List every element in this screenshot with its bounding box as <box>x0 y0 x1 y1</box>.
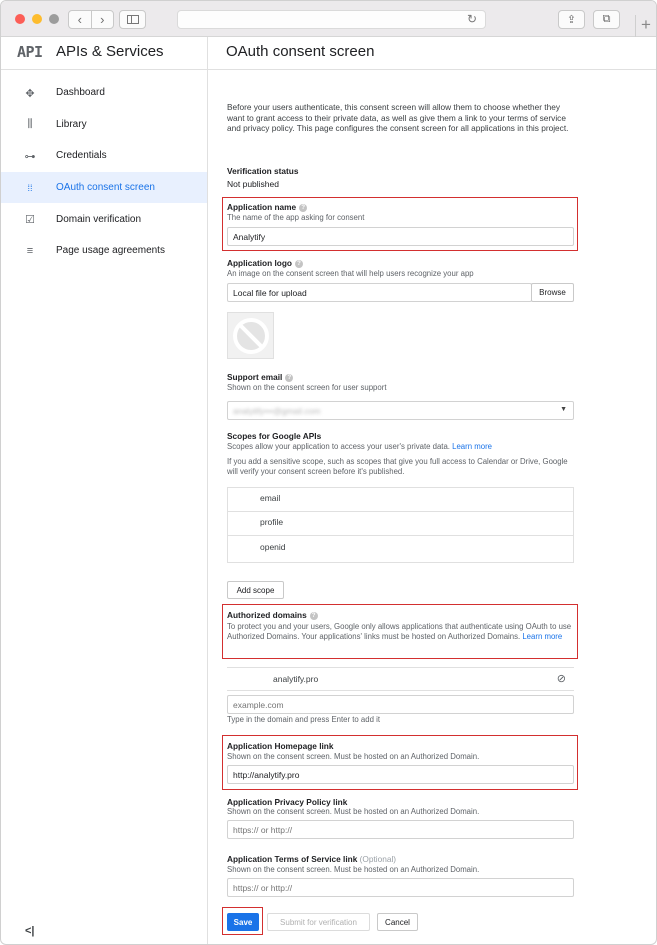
scope-item: openid <box>260 542 286 552</box>
forward-icon[interactable]: › <box>100 12 105 27</box>
sidebar-item-label: OAuth consent screen <box>56 182 155 194</box>
application-name-input[interactable]: Analytify <box>227 227 574 246</box>
sidebar-toggle-icon[interactable] <box>119 10 146 29</box>
scopes-help-text: Scopes allow your application to access your user's private data. <box>227 442 450 451</box>
optional-tag: (Optional) <box>359 854 397 864</box>
close-window-button[interactable] <box>15 14 25 24</box>
sidebar-item-label: Domain verification <box>56 213 142 225</box>
verification-status-label: Verification status <box>227 166 299 176</box>
sidebar-header <box>1 37 207 70</box>
terms-of-service-label-text: Application Terms of Service link <box>227 854 358 864</box>
application-logo-help: An image on the consent screen that will help users recognize your app <box>227 269 474 278</box>
privacy-policy-label: Application Privacy Policy link <box>227 797 348 807</box>
consent-icon: ⁞⁞ <box>27 182 33 193</box>
domains-learn-more-link[interactable]: Learn more <box>522 632 563 641</box>
address-bar[interactable] <box>177 10 486 29</box>
support-email-help: Shown on the consent screen for user support <box>227 383 387 392</box>
help-icon[interactable]: ? <box>310 612 318 620</box>
app-title: APIs & Services <box>56 43 164 60</box>
page-title: OAuth consent screen <box>226 43 375 60</box>
share-icon[interactable]: ⇪ <box>558 10 585 29</box>
homepage-link-help: Shown on the consent screen. Must be hosted on an Authorized Domain. <box>227 752 480 761</box>
divider <box>228 511 573 512</box>
authorized-domains-label-text: Authorized domains <box>227 610 307 620</box>
verification-status-value: Not published <box>227 179 279 189</box>
history-nav <box>68 10 114 29</box>
privacy-policy-help: Shown on the consent screen. Must be hosted on an Authorized Domain. <box>227 807 480 816</box>
library-icon: ⫼ <box>27 118 33 131</box>
intro-text: Before your users authenticate, this consent screen will allow them to choose whether they want to grant access to their private data, as well as give them a link to your terms of service and privacy policy. This page configures the consent screen for all applications in this project. <box>227 102 569 134</box>
support-email-label-text: Support email <box>227 372 283 382</box>
sidebar-item-library[interactable] <box>1 109 207 141</box>
support-email-value: analytify•••@gmail.com <box>233 405 321 416</box>
scopes-help <box>227 442 492 452</box>
logo-preview <box>227 312 274 359</box>
sidebar-item-oauth-consent-screen[interactable] <box>1 172 207 204</box>
authorized-domains-label <box>227 610 318 620</box>
tabs-overview-icon[interactable]: ⧉ <box>593 10 620 29</box>
logo-file-input[interactable]: Local file for upload <box>227 283 532 302</box>
reload-icon[interactable]: ↻ <box>466 12 477 26</box>
zoom-window-button[interactable] <box>49 14 59 24</box>
authorized-domains-help <box>227 622 574 642</box>
new-tab-icon[interactable]: + <box>635 15 656 37</box>
application-name-help: The name of the app asking for consent <box>227 213 365 222</box>
domain-verification-icon: ☑ <box>25 213 35 226</box>
help-icon[interactable]: ? <box>285 374 293 382</box>
submit-for-verification-button[interactable]: Submit for verification <box>267 913 370 931</box>
sidebar-item-label: Library <box>56 118 87 130</box>
browser-toolbar <box>1 1 656 37</box>
homepage-link-label: Application Homepage link <box>227 741 334 751</box>
dashboard-icon: ✥ <box>25 87 35 100</box>
api-logo: API <box>17 43 43 61</box>
domain-value: analytify.pro <box>273 674 319 684</box>
support-email-label <box>227 372 293 382</box>
divider <box>207 37 208 945</box>
collapse-sidebar-icon[interactable]: <| <box>25 925 35 937</box>
domain-input[interactable]: example.com <box>227 695 574 714</box>
application-name-label-text: Application name <box>227 202 297 212</box>
minimize-window-button[interactable] <box>32 14 42 24</box>
sidebar-nav <box>1 77 207 267</box>
no-image-icon <box>232 317 270 355</box>
scopes-table <box>227 487 574 563</box>
application-logo-label <box>227 258 303 268</box>
scopes-label: Scopes for Google APIs <box>227 431 322 441</box>
application-logo-label-text: Application logo <box>227 258 292 268</box>
help-icon[interactable]: ? <box>299 204 307 212</box>
save-button[interactable]: Save <box>227 913 259 931</box>
dropdown-arrow-icon: ▼ <box>560 406 567 413</box>
application-name-label <box>227 202 307 212</box>
sidebar-item-page-usage-agreements[interactable] <box>1 235 207 267</box>
homepage-link-input[interactable]: http://analytify.pro <box>227 765 574 784</box>
settings-list-icon: ≡ <box>26 244 34 257</box>
browse-button[interactable]: Browse <box>531 283 574 302</box>
privacy-policy-input[interactable]: https:// or http:// <box>227 820 574 839</box>
sidebar-item-credentials[interactable] <box>1 140 207 172</box>
terms-of-service-label <box>227 854 396 864</box>
sidebar-item-label: Credentials <box>56 150 107 162</box>
sidebar-item-dashboard[interactable] <box>1 77 207 109</box>
divider <box>228 535 573 536</box>
scopes-sensitive-help: If you add a sensitive scope, such as scopes that give you full access to Calendar or Drive, Google will verify your consent screen before it's published. <box>227 457 568 476</box>
add-scope-button[interactable]: Add scope <box>227 581 284 599</box>
help-icon[interactable]: ? <box>295 260 303 268</box>
sidebar-item-label: Dashboard <box>56 87 105 99</box>
sidebar-item-domain-verification[interactable] <box>1 203 207 235</box>
cancel-button[interactable]: Cancel <box>377 913 418 931</box>
key-icon: ⊶ <box>24 150 36 163</box>
back-icon[interactable]: ‹ <box>69 11 92 28</box>
support-email-select[interactable] <box>227 401 574 420</box>
scope-item: email <box>260 493 281 503</box>
terms-of-service-help: Shown on the consent screen. Must be hosted on an Authorized Domain. <box>227 865 480 874</box>
scope-item: profile <box>260 517 284 527</box>
delete-icon[interactable]: ⊘ <box>556 673 566 685</box>
terms-of-service-input[interactable]: https:// or http:// <box>227 878 574 897</box>
domain-row <box>227 667 574 691</box>
sidebar-item-label: Page usage agreements <box>56 245 165 257</box>
scopes-learn-more-link[interactable]: Learn more <box>452 442 492 451</box>
page-header <box>208 37 656 70</box>
authorized-domains-help-text: To protect you and your users, Google only allows applications that authenticate using OAuth to use Authorized Domains. Your applications' links must be hosted on Authorized Domains. <box>227 622 572 641</box>
domain-input-help: Type in the domain and press Enter to add it <box>227 715 380 724</box>
